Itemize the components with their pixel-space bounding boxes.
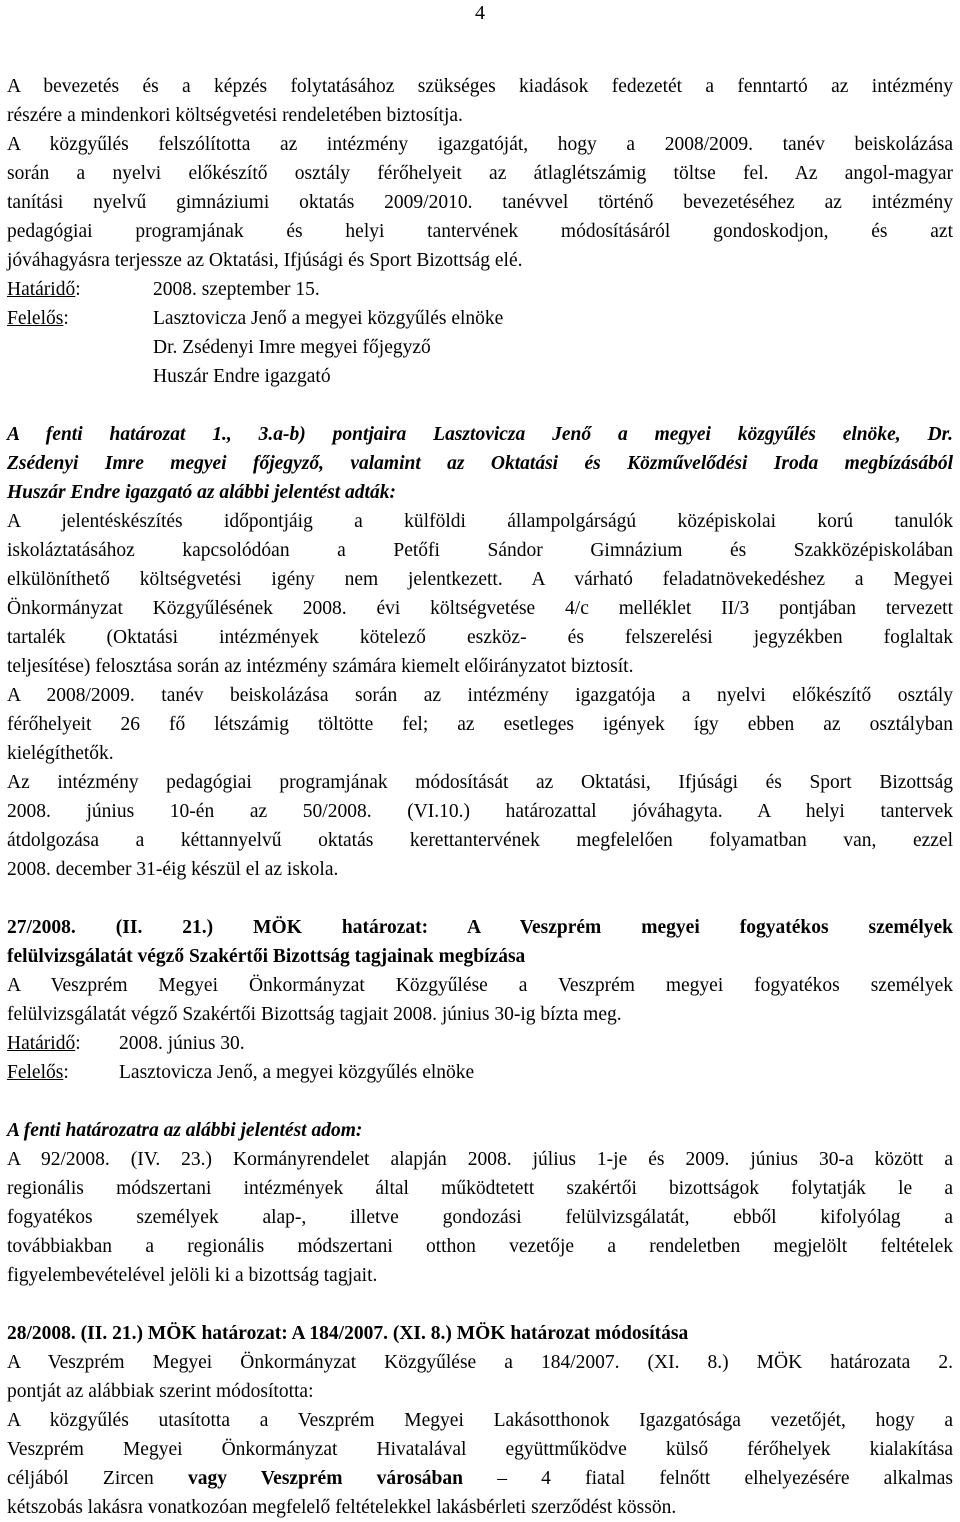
responsible-row [7, 304, 953, 333]
deadline-row [7, 1029, 953, 1058]
text-segment: céljából Zircen [7, 1468, 154, 1489]
bold-text-segment: vagy Veszprém városában [188, 1468, 463, 1489]
report-header-line: A fenti határozat 1., 3.a-b) pontjaira Lasztovicza Jenő a megyei közgyűlés elnöke, Dr. [7, 424, 953, 445]
paragraph-line: figyelembevételével jelöli ki a bizottság tagjait. [7, 1265, 378, 1286]
paragraph-line-mixed [7, 1464, 953, 1493]
paragraph-line: kielégíthetők. [7, 743, 114, 764]
paragraph-line: 2008. június 10-én az 50/2008. (VI.10.) határozattal jóváhagyta. A helyi tantervek [7, 801, 953, 822]
deadline-value: 2008. június 30. [119, 1033, 245, 1054]
paragraph-line: tartalék (Oktatási intézmények kötelező eszköz- és felszerelési jegyzékben foglaltak [7, 627, 953, 648]
paragraph-line: A közgyűlés felszólította az intézmény igazgatóját, hogy a 2008/2009. tanév beiskolázása [7, 134, 953, 155]
paragraph-line: Veszprém Megyei Önkormányzat Hivatalával együttműködve külső férőhelyek kialakítása [7, 1439, 953, 1460]
responsible-colon: : [63, 1062, 69, 1083]
paragraph-line: részére a mindenkori költségvetési rendeletében biztosítja. [7, 105, 463, 126]
responsible-row [7, 333, 953, 362]
paragraph-line: A bevezetés és a képzés folytatásához szükséges kiadások fedezetét a fenntartó az intézmény [7, 76, 953, 97]
responsible-value: Lasztovicza Jenő, a megyei közgyűlés elnöke [119, 1062, 475, 1083]
resolution-title-line: 28/2008. (II. 21.) MÖK határozat: A 184/2007. (XI. 8.) MÖK határozat módosítása [7, 1323, 689, 1344]
paragraph-line: A Veszprém Megyei Önkormányzat Közgyűlése a 184/2007. (XI. 8.) MÖK határozata 2. [7, 1352, 953, 1373]
responsible-label: Felelős [7, 1062, 64, 1083]
paragraph-line: kétszobás lakásra vonatkozóan megfelelő feltételekkel lakásbérleti szerződést kössön. [7, 1497, 677, 1518]
paragraph-line: Az intézmény pedagógiai programjának módosítását az Oktatási, Ifjúsági és Sport Bizottság [7, 772, 953, 793]
paragraph-line: A 2008/2009. tanév beiskolázása során az intézmény igazgatója a nyelvi előkészítő osztály [7, 685, 953, 706]
report-header-line: Huszár Endre igazgató az alábbi jelentést adták: [7, 482, 396, 503]
responsible-colon: : [63, 308, 69, 329]
responsible-value: Lasztovicza Jenő a megyei közgyűlés elnöke [153, 308, 504, 329]
deadline-label: Határidő [7, 279, 76, 300]
paragraph-line: tanítási nyelvű gimnáziumi oktatás 2009/2010. tanévvel történő bevezetéséhez az intézmény [7, 192, 953, 213]
paragraph-line: fogyatékos személyek alap-, illetve gondozási felülvizsgálatát, ebből kifolyólag a [7, 1207, 953, 1228]
responsible-row [7, 362, 953, 391]
deadline-colon: : [75, 1033, 81, 1054]
deadline-colon: : [75, 279, 81, 300]
paragraph-line: A 92/2008. (IV. 23.) Kormányrendelet alapján 2008. július 1-je és 2009. június 30-a között a [7, 1149, 953, 1170]
paragraph-line: A Veszprém Megyei Önkormányzat Közgyűlése a Veszprém megyei fogyatékos személyek [7, 975, 953, 996]
report-header-line: A fenti határozatra az alábbi jelentést adom: [7, 1120, 363, 1141]
paragraph-line: továbbiakban a regionális módszertani otthon vezetője a rendeletben megjelölt feltételek [7, 1236, 953, 1257]
text-segment: – 4 fiatal felnőtt elhelyezésére alkalmas [497, 1468, 953, 1489]
resolution-title-line: 27/2008. (II. 21.) MÖK határozat: A Veszprém megyei fogyatékos személyek [7, 917, 953, 938]
paragraph-line: átdolgozása a kéttannyelvű oktatás kerettantervének megfelelően folyamatban van, ezzel [7, 830, 953, 851]
deadline-value: 2008. szeptember 15. [153, 279, 320, 300]
paragraph-line: teljesítése) felosztása során az intézmény számára kiemelt előirányzatot biztosít. [7, 656, 634, 677]
deadline-row [7, 275, 953, 304]
responsible-row [7, 1058, 953, 1087]
responsible-value: Dr. Zsédenyi Imre megyei főjegyző [153, 337, 431, 358]
paragraph-line: A jelentéskészítés időpontjáig a külföldi állampolgárságú középiskolai korú tanulók [7, 511, 953, 532]
paragraph-line: pontját az alábbiak szerint módosította: [7, 1381, 314, 1402]
paragraph-line: iskoláztatásához kapcsolódóan a Petőfi Sándor Gimnázium és Szakközépiskolában [7, 540, 953, 561]
paragraph-line: pedagógiai programjának és helyi tantervének módosításáról gondoskodjon, és azt [7, 221, 953, 242]
paragraph-line: felülvizsgálatát végző Szakértői Bizottság tagjait 2008. június 30-ig bízta meg. [7, 1004, 622, 1025]
paragraph-line: Önkormányzat Közgyűlésének 2008. évi költségvetése 4/c melléklet II/3 pontjában tervezett [7, 598, 953, 619]
paragraph-line: 2008. december 31-éig készül el az iskola. [7, 859, 339, 880]
responsible-value: Huszár Endre igazgató [153, 366, 331, 387]
responsible-label: Felelős [7, 308, 64, 329]
paragraph-line: regionális módszertani intézmények által működtetett szakértői bizottságok folytatják le a [7, 1178, 953, 1199]
resolution-title-line: felülvizsgálatát végző Szakértői Bizottság tagjainak megbízása [7, 946, 526, 967]
paragraph-line: során a nyelvi előkészítő osztály férőhelyeit az átlaglétszámig töltse fel. Az angol-magyar [7, 163, 953, 184]
paragraph-line: jóváhagyásra terjessze az Oktatási, Ifjúsági és Sport Bizottság elé. [7, 250, 523, 271]
paragraph-line: elkülöníthető költségvetési igény nem jelentkezett. A várható feladatnövekedéshez a Megyei [7, 569, 953, 590]
paragraph-line: A közgyűlés utasította a Veszprém Megyei Lakásotthonok Igazgatósága vezetőjét, hogy a [7, 1410, 953, 1431]
deadline-label: Határidő [7, 1033, 76, 1054]
report-header-line: Zsédenyi Imre megyei főjegyző, valamint az Oktatási és Közművelődési Iroda megbízásából [7, 453, 953, 474]
paragraph-line: férőhelyeit 26 fő létszámig töltötte fel; az esetleges igények így ebben az osztályban [7, 714, 953, 735]
page-number: 4 [475, 2, 485, 24]
